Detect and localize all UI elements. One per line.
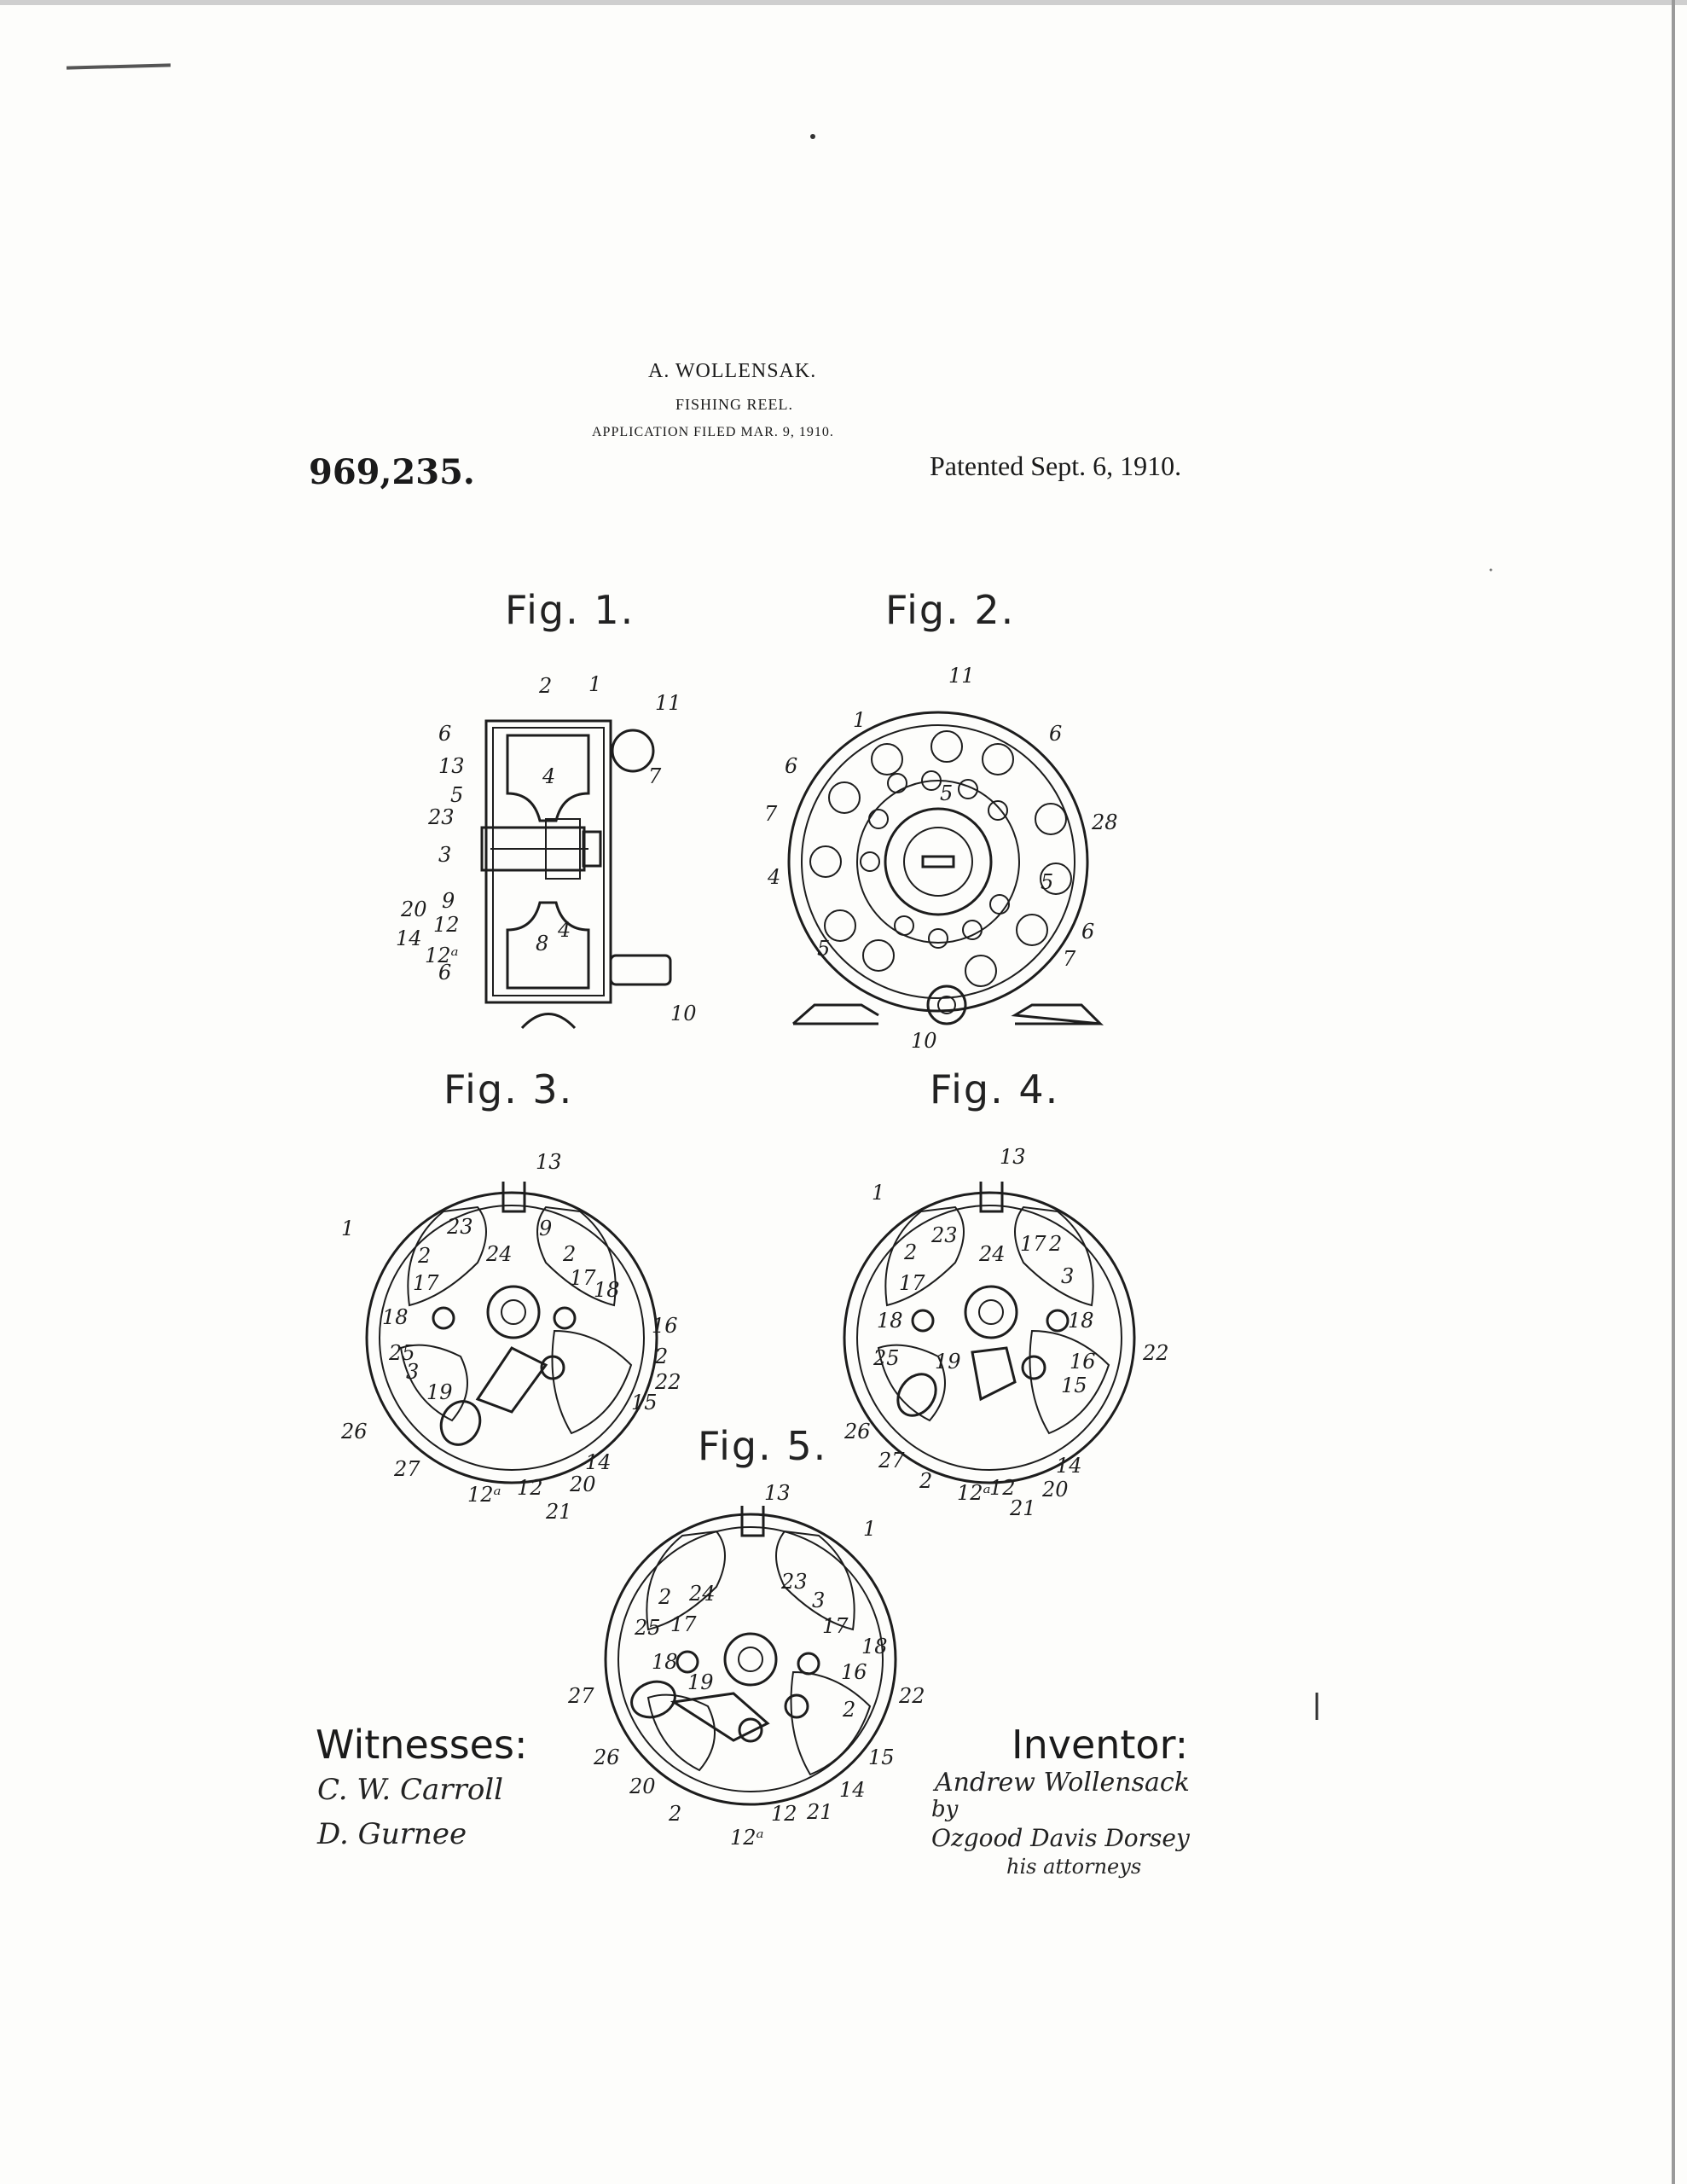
svg-text:1: 1 [341, 1217, 355, 1240]
svg-text:12: 12 [771, 1802, 797, 1826]
svg-text:25: 25 [873, 1346, 900, 1370]
svg-text:15: 15 [631, 1391, 658, 1414]
svg-text:6: 6 [1081, 920, 1095, 944]
svg-text:12: 12 [433, 913, 460, 937]
svg-text:24: 24 [689, 1582, 716, 1606]
svg-text:18: 18 [877, 1309, 903, 1333]
attorneys-signature: Ozgood Davis Dorsey [931, 1824, 1190, 1852]
svg-text:17: 17 [570, 1266, 596, 1290]
patented-date: Patented Sept. 6, 1910. [930, 450, 1182, 481]
svg-text:10: 10 [911, 1029, 937, 1053]
svg-text:20: 20 [1042, 1478, 1069, 1502]
svg-text:2: 2 [563, 1242, 577, 1266]
svg-text:7: 7 [648, 764, 662, 788]
svg-text:26: 26 [341, 1420, 368, 1443]
svg-text:2: 2 [669, 1802, 682, 1826]
svg-text:4: 4 [558, 918, 571, 942]
fig-3-label: Fig. 3. [443, 1066, 574, 1112]
svg-text:2: 2 [919, 1469, 933, 1493]
inventor-label: Inventor: [1012, 1722, 1189, 1768]
fig-4-label: Fig. 4. [930, 1066, 1060, 1112]
svg-text:3: 3 [438, 843, 452, 867]
svg-text:2: 2 [655, 1345, 669, 1368]
svg-text:12ᵃ: 12ᵃ [957, 1481, 991, 1505]
svg-text:17: 17 [899, 1271, 925, 1295]
svg-text:1: 1 [863, 1517, 877, 1541]
svg-text:25: 25 [635, 1616, 661, 1640]
svg-text:12ᵃ: 12ᵃ [730, 1826, 764, 1850]
svg-text:23: 23 [447, 1215, 473, 1239]
svg-text:21: 21 [1010, 1496, 1036, 1520]
svg-text:15: 15 [868, 1745, 895, 1769]
svg-text:18: 18 [594, 1278, 620, 1302]
svg-text:23: 23 [781, 1570, 808, 1594]
fig-5-label: Fig. 5. [698, 1423, 828, 1469]
svg-text:17: 17 [413, 1271, 439, 1295]
witness-signature-1: C. W. Carroll [317, 1773, 504, 1807]
svg-text:4: 4 [768, 865, 781, 889]
svg-text:1: 1 [872, 1181, 885, 1205]
svg-text:6: 6 [438, 961, 452, 985]
svg-text:18: 18 [861, 1635, 888, 1658]
svg-text:20: 20 [401, 897, 427, 921]
svg-text:14: 14 [585, 1450, 612, 1474]
svg-text:27: 27 [568, 1684, 594, 1708]
svg-text:5: 5 [450, 783, 464, 807]
svg-text:5: 5 [1041, 870, 1054, 894]
witness-signature-2: D. Gurnee [317, 1817, 467, 1851]
svg-text:13: 13 [536, 1150, 562, 1174]
svg-text:24: 24 [979, 1242, 1006, 1266]
fig-2-label: Fig. 2. [885, 587, 1016, 633]
svg-text:2: 2 [539, 674, 553, 698]
svg-text:22: 22 [899, 1684, 925, 1708]
svg-text:27: 27 [394, 1457, 420, 1481]
svg-text:3: 3 [812, 1589, 826, 1612]
svg-text:21: 21 [546, 1500, 572, 1524]
svg-text:2: 2 [658, 1585, 672, 1609]
fig-5-drawing [567, 1481, 925, 1850]
svg-text:23: 23 [931, 1223, 958, 1247]
patent-number: 969,235. [309, 452, 475, 492]
svg-text:10: 10 [670, 1002, 697, 1025]
svg-text:19: 19 [935, 1350, 961, 1374]
svg-text:16: 16 [1070, 1350, 1096, 1374]
svg-text:17: 17 [822, 1614, 849, 1638]
fig-3-drawing [340, 1150, 681, 1524]
svg-text:6: 6 [438, 722, 452, 746]
svg-text:2: 2 [418, 1244, 432, 1268]
inventor-name: A. WOLLENSAK. [648, 360, 817, 382]
inventor-by: by [931, 1797, 959, 1822]
fig-4-drawing [844, 1145, 1169, 1520]
svg-text:19: 19 [687, 1670, 714, 1694]
svg-text:26: 26 [594, 1745, 620, 1769]
svg-text:3: 3 [406, 1360, 420, 1384]
svg-text:1: 1 [588, 672, 602, 696]
svg-text:17: 17 [1020, 1232, 1046, 1256]
svg-text:5: 5 [817, 937, 831, 961]
svg-text:12: 12 [989, 1476, 1016, 1500]
svg-text:15: 15 [1061, 1374, 1087, 1397]
svg-text:11: 11 [948, 664, 975, 688]
inventor-signature: Andrew Wollensack [935, 1768, 1190, 1798]
svg-text:23: 23 [428, 805, 455, 829]
svg-text:27: 27 [878, 1449, 905, 1472]
svg-text:13: 13 [438, 754, 465, 778]
svg-text:20: 20 [629, 1774, 656, 1798]
svg-text:19: 19 [426, 1380, 453, 1404]
svg-text:18: 18 [1068, 1309, 1094, 1333]
svg-text:17: 17 [670, 1612, 697, 1636]
svg-text:7: 7 [764, 802, 778, 826]
svg-text:12ᵃ: 12ᵃ [467, 1483, 501, 1507]
invention-title: FISHING REEL. [675, 396, 793, 413]
svg-text:3: 3 [1061, 1264, 1075, 1288]
svg-text:13: 13 [764, 1481, 791, 1505]
svg-text:14: 14 [1056, 1454, 1082, 1478]
svg-text:2: 2 [1049, 1232, 1063, 1256]
application-filed: APPLICATION FILED MAR. 9, 1910. [592, 425, 834, 439]
svg-text:22: 22 [655, 1370, 681, 1394]
svg-text:16: 16 [841, 1660, 867, 1684]
svg-text:6: 6 [1049, 722, 1063, 746]
svg-text:1: 1 [853, 708, 867, 732]
svg-text:16: 16 [652, 1314, 678, 1338]
svg-text:6: 6 [785, 754, 798, 778]
svg-text:14: 14 [396, 926, 422, 950]
svg-text:13: 13 [1000, 1145, 1026, 1169]
fig-2-drawing [764, 664, 1118, 1053]
svg-text:22: 22 [1143, 1341, 1169, 1365]
svg-text:25: 25 [389, 1341, 415, 1365]
svg-text:24: 24 [486, 1242, 513, 1266]
svg-text:14: 14 [839, 1778, 866, 1802]
svg-text:8: 8 [536, 932, 549, 956]
svg-text:21: 21 [807, 1800, 833, 1824]
svg-text:5: 5 [940, 781, 954, 805]
fig-1-drawing [396, 672, 697, 1028]
svg-text:18: 18 [652, 1650, 678, 1674]
attorneys-note: his attorneys [1006, 1855, 1142, 1879]
svg-text:7: 7 [1063, 947, 1076, 971]
svg-text:4: 4 [542, 764, 556, 788]
svg-text:18: 18 [382, 1305, 409, 1329]
svg-text:28: 28 [1092, 810, 1118, 834]
svg-text:9: 9 [539, 1217, 553, 1240]
svg-text:26: 26 [844, 1420, 871, 1443]
svg-text:2: 2 [843, 1698, 856, 1722]
svg-text:2: 2 [904, 1240, 918, 1264]
svg-text:20: 20 [570, 1472, 596, 1496]
svg-text:9: 9 [442, 889, 455, 913]
svg-text:12: 12 [517, 1476, 543, 1500]
svg-text:12ᵃ: 12ᵃ [425, 944, 459, 967]
fig-1-label: Fig. 1. [505, 587, 635, 633]
witnesses-label: Witnesses: [316, 1722, 528, 1768]
svg-text:11: 11 [655, 691, 681, 715]
